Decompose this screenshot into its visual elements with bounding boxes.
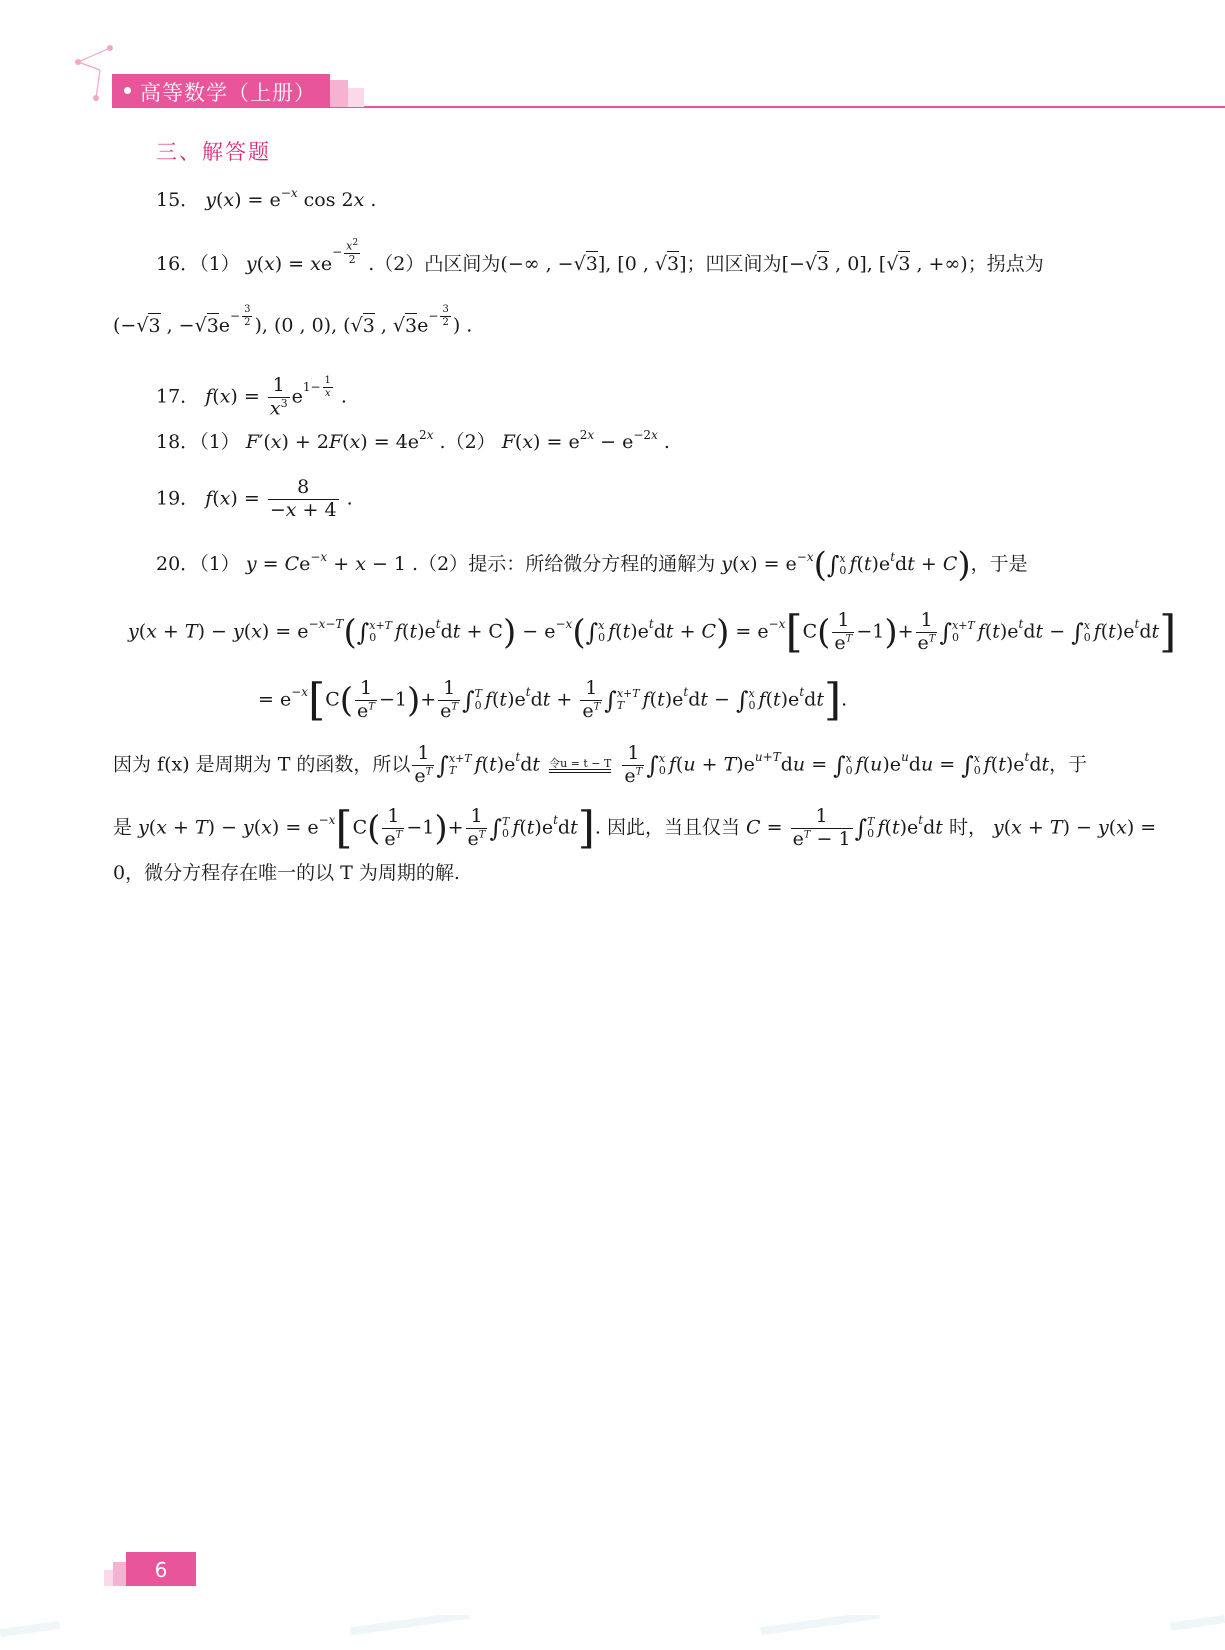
connector-text: 时， bbox=[948, 816, 987, 839]
substitution-note: 令u = t − T bbox=[549, 756, 612, 770]
page-tab-shade bbox=[113, 1562, 127, 1586]
header-tab-shade-light bbox=[348, 88, 364, 107]
answer-number: 15． bbox=[156, 189, 200, 211]
part-label: （1） bbox=[199, 252, 240, 275]
periodic-argument: 因为 f(x) 是周期为 T 的函数，所以 $\frac{1}{e^T}$ ∫ x+T T $f(t)e^tdt$ 令u = t − T $\frac{1}{e^T}$ ∫ x 0 $f(u + T)e^{u+T}du$ = ∫ x 0 $f(u)e^udu$ = ∫ x 0 $f(t)e^tdt$，于 bbox=[113, 742, 1088, 787]
answer-15: 15． $y(x) = e^{-x}$ cos 2x . bbox=[156, 186, 377, 211]
hint-text: 提示：所给微分方程的通解为 bbox=[468, 553, 716, 575]
part-label: （1） bbox=[199, 553, 240, 575]
answer-17: 17． f(x) = $\frac{1}{x^3}$ $e^{1- \frac{1}{x}}$ . bbox=[156, 374, 347, 420]
answer-20: 20．（1） $y = Ce^{-x} + x - 1$ .（2）提示：所给微分方程的通解为 $y(x) = e^{-x}(\int$ x 0 $f(t)e^tdt + C$)，于是 bbox=[156, 545, 1028, 585]
header-bullet bbox=[124, 87, 131, 94]
convex-label: 凸区间为 bbox=[424, 252, 501, 275]
result-line: 是 $y(x + T) - y(x) = e^{-x}[C$( $\frac{1}{e^T}$ −1)+ $\frac{1}{e^T}$ ∫ T 0 $f(t)e^tdt$]. 因此，当且仅当 C = $\frac{1}{e^T - 1}$ ∫ T 0 $f(t)e^tdt$ 时， y(x + T) − y(x) = bbox=[113, 802, 1157, 854]
connector-text: 是 bbox=[113, 816, 133, 839]
answer-number: 20． bbox=[156, 553, 200, 575]
part-label: （2） bbox=[445, 431, 496, 453]
connector-text: ，于 bbox=[1049, 753, 1088, 776]
answer-16: 16．（1） $y(x) = xe^{- \frac{x^2}{2}}$ .（2）凸区间为(−∞ , −√3], [0 , √3]；凹区间为[−√3 , 0], [√3 , +∞)；拐点为 bbox=[156, 237, 1044, 275]
answer-number: 17． bbox=[156, 385, 200, 408]
answer-number: 18． bbox=[156, 431, 200, 453]
section-title: 三、解答题 bbox=[156, 140, 271, 164]
book-title: 高等数学（上册） bbox=[140, 81, 316, 105]
answer-number: 16． bbox=[156, 252, 200, 275]
equation-line-1: $y(x + T) - y(x) = e^{-x-T}(\int$ x+T 0 $f(t)e^tdt + C) - e^{-x}(\int$ x 0 $f(t)e^tdt + C) = e^{-x}[C$( $\frac{1}{e^T}$ −1)+ $\frac{1}{e^T}$ ∫ x+T 0 $f(t)e^tdt$ − ∫ x 0 $f(t)e^tdt$] bbox=[128, 606, 1177, 658]
because-text: 因为 f(x) 是周期为 T 的函数，所以 bbox=[113, 753, 411, 776]
page-number: 6 bbox=[154, 1558, 168, 1582]
answer-number: 19． bbox=[156, 487, 200, 510]
therefore-text: . 因此，当且仅当 bbox=[594, 816, 740, 839]
watermark-strip bbox=[0, 1615, 1225, 1637]
answer-18: 18．（1） $F'(x) + 2F(x) = 4e^{2x}$ .（2） $F(x) = e^{2x} - e^{-2x}$ . bbox=[156, 428, 670, 453]
conclusion: 0，微分方程存在唯一的以 T 为周期的解. bbox=[113, 862, 460, 884]
part-label: （1） bbox=[199, 431, 240, 453]
connector-text: ，于是 bbox=[970, 553, 1028, 575]
answer-19: 19． f(x) = $\frac{8}{-x + 4}$ . bbox=[156, 476, 353, 521]
equation-line-2: = $e^{-x}[C$( $\frac{1}{e^T}$ −1)+ $\frac{1}{e^T}$ ∫ T 0 $f(t)e^tdt$ + $\frac{1}{e^T}$ ∫ x+T T $f(t)e^tdt$ − ∫ x 0 $f(t)e^tdt$]. bbox=[258, 674, 848, 726]
answer-16-points: (−√3 , $-√3e^{- \frac{3}{2}}$ ), (0 , 0), (√3 , $√3e^{- \frac{3}{2}}$ ) . bbox=[113, 304, 473, 337]
part-label: （2） bbox=[418, 553, 469, 575]
concave-label: 凹区间为 bbox=[705, 252, 782, 275]
inflection-label: 拐点为 bbox=[986, 252, 1044, 275]
part-label: （2） bbox=[374, 252, 425, 275]
header-tab-shade bbox=[330, 80, 348, 107]
